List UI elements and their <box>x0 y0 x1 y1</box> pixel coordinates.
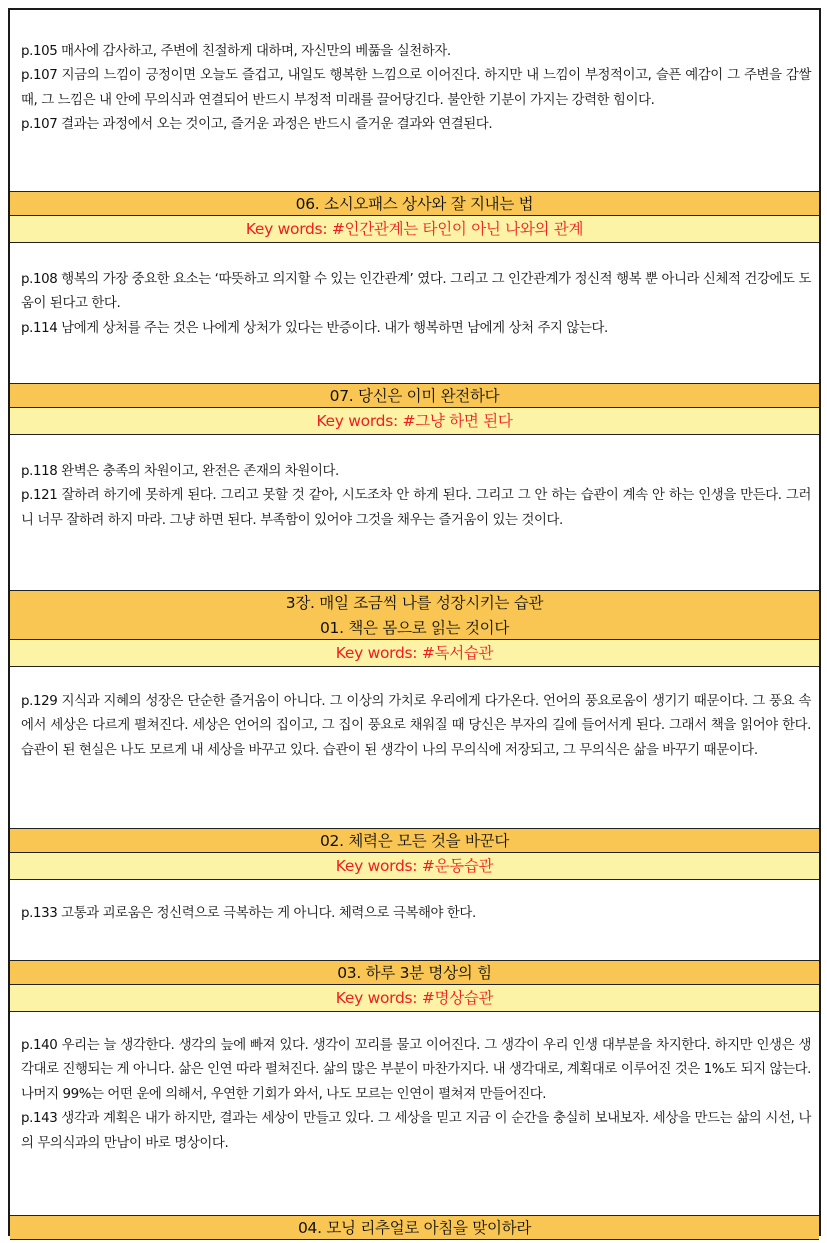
quote-paragraph: p.114 남에게 상처를 주는 것은 나에게 상처가 있다는 반증이다. 내가 행복하면 남에게 상처 주지 않는다. <box>21 320 608 336</box>
section-title: 04. 모닝 리추얼로 아침을 맞이하라 <box>297 1219 531 1237</box>
text-block <box>10 1034 819 1156</box>
section-title: 07. 당신은 이미 완전하다 <box>329 387 500 405</box>
section-header <box>10 383 819 408</box>
quote-paragraph: p.143 생각과 계획은 내가 하지만, 결과는 세상이 만들고 있다. 그 세상을 믿고 지금 이 순간을 충실히 보내보자. 세상을 만드는 삶의 시선, 나의 무의식과의 만남이 바로 명상이다. <box>21 1111 811 1151</box>
text-block <box>10 460 819 533</box>
document-page <box>8 8 821 1236</box>
quote-paragraph: p.118 완벽은 충족의 차원이고, 완전은 존재의 차원이다. <box>21 464 339 479</box>
section-header <box>10 590 819 640</box>
text-block <box>10 268 819 341</box>
quote-paragraph: p.107 결과는 과정에서 오는 것이고, 즐거운 과정은 반드시 즐거운 결과와 연결된다. <box>21 117 493 133</box>
quote-paragraph: p.121 잘하려 하기에 못하게 된다. 그리고 못할 것 같아, 시도조차 안 하게 된다. 그리고 그 안 하는 습관이 계속 안 하는 인생을 만든다. 그러니 너무 잘하려 하지 마라. 그냥 하면 된다. 부족함이 있어야 그것을 채우는 즐거움이 있는 것이다. <box>21 488 811 528</box>
quote-paragraph: p.107 지금의 느낌이 긍정이면 오늘도 즐겁고, 내일도 행복한 느낌으로 이어진다. 하지만 내 느낌이 부정적이고, 슬픈 예감이 그 주변을 감쌀 때, 그 느낌은 내 안에 무의식과 연결되어 반드시 부정적 미래를 끌어당긴다. 불안한 기분이 가지는 강력한 힘이다. <box>21 68 811 108</box>
section-title: 06. 소시오패스 상사와 잘 지내는 법 <box>295 195 534 213</box>
text-block <box>10 902 819 926</box>
quote-paragraph: p.140 우리는 늘 생각한다. 생각의 늪에 빠져 있다. 생각이 꼬리를 물고 이어진다. 그 생각이 우리 인생 대부분을 차지한다. 하지만 인생은 생각대로 진행되는 게 아니다. 삶은 인연 따라 펼쳐진다. 삶의 많은 부분이 마찬가지다. 내 생각대로, 계획대로 이루어진 것은 1%도 되지 않는다. 나머지 99%는 어떤 운에 의해서, 우연한 기회가 와서, 나도 모르는 인연이 펼쳐져 만들어진다. <box>21 1038 811 1102</box>
keywords-line: Key words: #인간관계는 타인이 아닌 나와의 관계 <box>10 216 819 243</box>
section-header <box>10 828 819 853</box>
keywords-line: Key words: #그냥 하면 된다 <box>10 408 819 435</box>
section-header <box>10 1215 819 1240</box>
quote-paragraph: p.108 행복의 가장 중요한 요소는 ‘따뜻하고 의지할 수 있는 인간관계’ 였다. 그리고 그 인간관계가 정신적 행복 뿐 아니라 신체적 건강에도 도움이 된다고 한다. <box>21 272 811 312</box>
text-block <box>10 40 819 138</box>
section-title: 03. 하루 3분 명상의 힘 <box>337 964 492 982</box>
keywords-line: Key words: #명상습관 <box>10 985 819 1012</box>
quote-paragraph: p.133 고통과 괴로움은 정신력으로 극복하는 게 아니다. 체력으로 극복해야 한다. <box>21 906 476 921</box>
quote-paragraph: p.105 매사에 감사하고, 주변에 친절하게 대하며, 자신만의 베풂을 실천하자. <box>21 44 451 59</box>
quote-paragraph: p.129 지식과 지혜의 성장은 단순한 즐거움이 아니다. 그 이상의 가치로 우리에게 다가온다. 언어의 풍요로움이 생기기 때문이다. 그 풍요 속에서 세상은 다르게 펼쳐진다. 세상은 언어의 집이고, 그 집이 풍요로 채워질 때 당신은 부자의 길에 들어서게 된다. 그래서 책을 읽어야 한다. 습관이 된 현실은 나도 모르게 내 세상을 바꾸고 있다. 습관이 된 생각이 나의 무의식에 저장되고, 그 무의식은 삶을 바꾸기 때문이다. <box>21 694 811 758</box>
section-title: 3장. 매일 조금씩 나를 성장시키는 습관 <box>285 594 544 612</box>
section-header <box>10 191 819 216</box>
keywords-line: Key words: #독서습관 <box>10 640 819 667</box>
section-title: 01. 책은 몸으로 읽는 것이다 <box>320 619 509 637</box>
section-header <box>10 960 819 985</box>
text-block <box>10 690 819 763</box>
section-title: 02. 체력은 모든 것을 바꾼다 <box>320 832 509 850</box>
keywords-line: Key words: #운동습관 <box>10 853 819 880</box>
